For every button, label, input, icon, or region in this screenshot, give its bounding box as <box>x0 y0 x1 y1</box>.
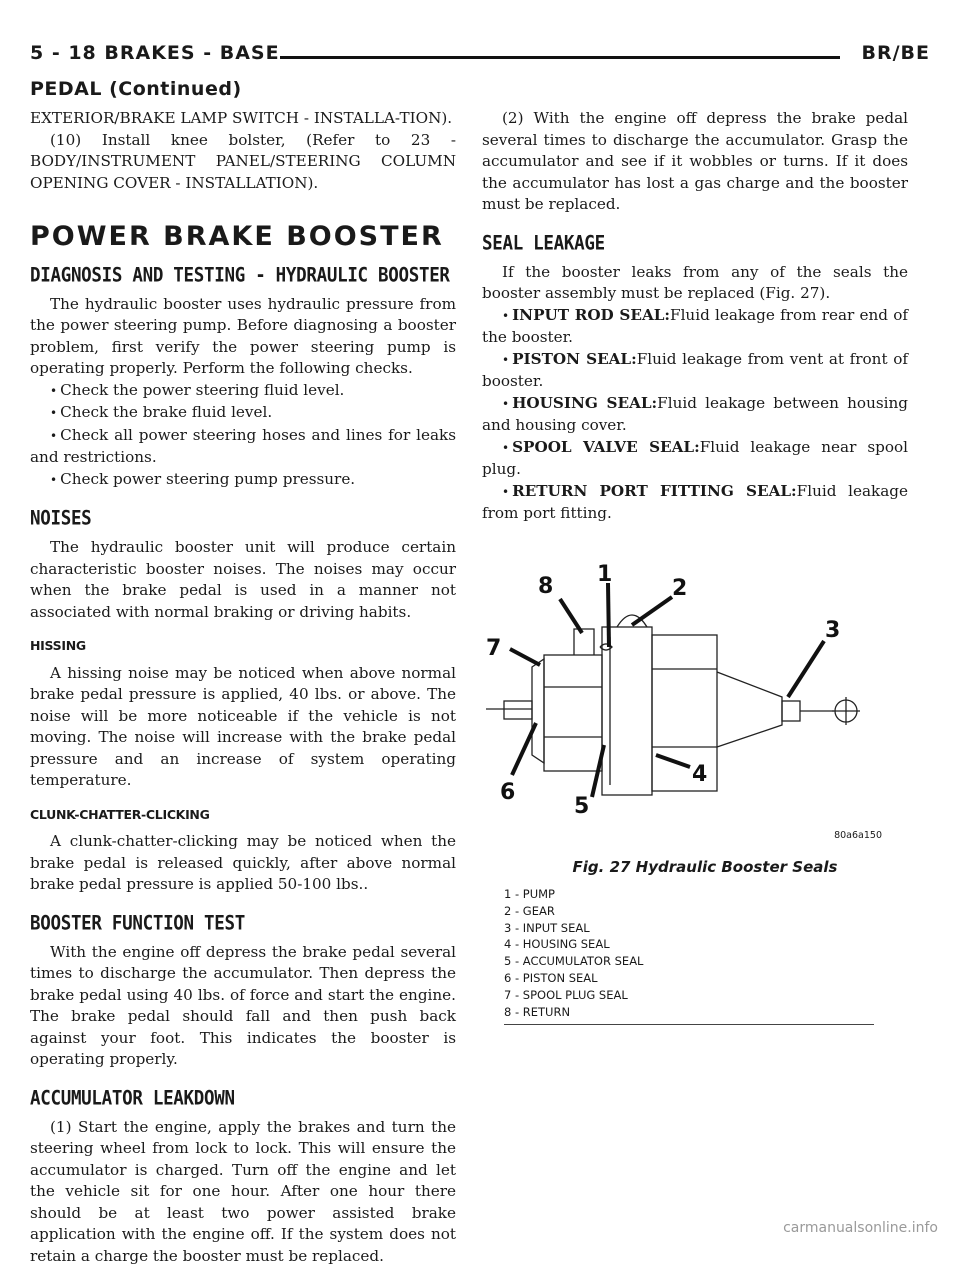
legend-item: 4 - HOUSING SEAL <box>504 936 908 953</box>
header-rule <box>280 56 840 59</box>
legend-item: 5 - ACCUMULATOR SEAL <box>504 953 908 970</box>
figure-caption: Fig. 27 Hydraulic Booster Seals <box>482 857 908 879</box>
paragraph: A hissing noise may be noticed when above normal brake pedal pressure is applied, 40 lbs. or above. The noise will be more noticeable if the vehicle is not moving. The noise will increase with the brake pedal pressure and an increase of system operating temperature. <box>30 663 456 792</box>
legend-item: 7 - SPOOL PLUG SEAL <box>504 987 908 1004</box>
legend-rule <box>504 1024 874 1025</box>
legend-item: 8 - RETURN <box>504 1004 908 1021</box>
list-item: • HOUSING SEAL:Fluid leakage between housing and housing cover. <box>482 393 908 437</box>
list-item: • PISTON SEAL:Fluid leakage from vent at front of booster. <box>482 349 908 393</box>
list-item: • Check the power steering fluid level. <box>30 380 456 403</box>
paragraph: (10) Install knee bolster, (Refer to 23 - BODY/INSTRUMENT PANEL/STEERING COLUMN OPENING COVER - INSTALLATION). <box>30 130 456 195</box>
callout-2: 2 <box>672 576 687 601</box>
subsection-heading: HISSING <box>30 635 456 657</box>
paragraph: (1) Start the engine, apply the brakes and turn the steering wheel from lock to lock. This will ensure the accumulator is charged. Turn off the engine and let the vehicle sit for one hour. After one hour there should be at least two power assisted brake application with the engine off. If the system does not retain a charge the booster must be replaced. <box>30 1117 456 1267</box>
list-item: • Check the brake fluid level. <box>30 402 456 425</box>
paragraph: The hydraulic booster unit will produce certain characteristic booster noises. The noises may occur when the brake pedal is used in a manner not associated with normal braking or driving habits. <box>30 537 456 623</box>
section-heading: DIAGNOSIS AND TESTING - HYDRAULIC BOOSTER <box>30 262 456 288</box>
figure-legend <box>482 886 908 1025</box>
callout-8: 8 <box>538 574 553 599</box>
list-item: • SPOOL VALVE SEAL:Fluid leakage near spool plug. <box>482 437 908 481</box>
section-heading: SEAL LEAKAGE <box>482 230 908 256</box>
section-heading: NOISES <box>30 506 456 532</box>
legend-item: 6 - PISTON SEAL <box>504 970 908 987</box>
callout-3: 3 <box>825 618 840 643</box>
right-column <box>482 108 908 1025</box>
paragraph: (2) With the engine off depress the brake pedal several times to discharge the accumulator. Grasp the accumulator and see if it wobbles or turns. If it does the accumulator has lost a gas charge and the booster must be replaced. <box>482 108 908 216</box>
booster-illustration <box>482 537 882 837</box>
callout-7: 7 <box>486 636 501 661</box>
subsection-heading: CLUNK-CHATTER-CLICKING <box>30 804 456 826</box>
paragraph: If the booster leaks from any of the seals the booster assembly must be replaced (Fig. 27). <box>482 262 908 305</box>
header-section-title: 5 - 18 BRAKES - BASE <box>30 42 280 64</box>
section-heading: ACCUMULATOR LEAKDOWN <box>30 1085 456 1111</box>
figure-id: 80a6a150 <box>834 825 882 847</box>
legend-item: 2 - GEAR <box>504 903 908 920</box>
callout-5: 5 <box>574 794 589 819</box>
callout-1: 1 <box>597 562 612 587</box>
legend-item: 1 - PUMP <box>504 886 908 903</box>
paragraph: The hydraulic booster uses hydraulic pressure from the power steering pump. Before diagnosing a booster problem, first verify the power steering pump is operating properly. Perform the following checks. <box>30 294 456 380</box>
list-item: • Check power steering pump pressure. <box>30 469 456 492</box>
page-header <box>30 42 930 76</box>
paragraph: With the engine off depress the brake pedal several times to discharge the accumulator. Then depress the brake pedal using 40 lbs. of force and start the engine. The brake pedal should fall and then push back against your foot. This indicates the booster is operating properly. <box>30 942 456 1071</box>
list-item: • INPUT ROD SEAL:Fluid leakage from rear end of the booster. <box>482 305 908 349</box>
callout-6: 6 <box>500 780 515 805</box>
section-heading: BOOSTER FUNCTION TEST <box>30 910 456 936</box>
booster-diagram <box>482 537 882 847</box>
callout-4: 4 <box>692 762 707 787</box>
paragraph: A clunk-chatter-clicking may be noticed when the brake pedal is released quickly, after above normal brake pedal pressure is applied 50-100 lbs.. <box>30 831 456 896</box>
list-item: • RETURN PORT FITTING SEAL:Fluid leakage from port fitting. <box>482 481 908 525</box>
legend-item: 3 - INPUT SEAL <box>504 920 908 937</box>
main-heading: POWER BRAKE BOOSTER <box>30 226 456 248</box>
header-model: BR/BE <box>861 42 930 64</box>
left-column <box>30 108 456 1267</box>
list-item: • Check all power steering hoses and lines for leaks and restrictions. <box>30 425 456 469</box>
watermark: carmanualsonline.info <box>783 1220 938 1236</box>
paragraph: EXTERIOR/BRAKE LAMP SWITCH - INSTALLA-TION). <box>30 108 456 130</box>
continued-heading: PEDAL (Continued) <box>30 78 242 100</box>
